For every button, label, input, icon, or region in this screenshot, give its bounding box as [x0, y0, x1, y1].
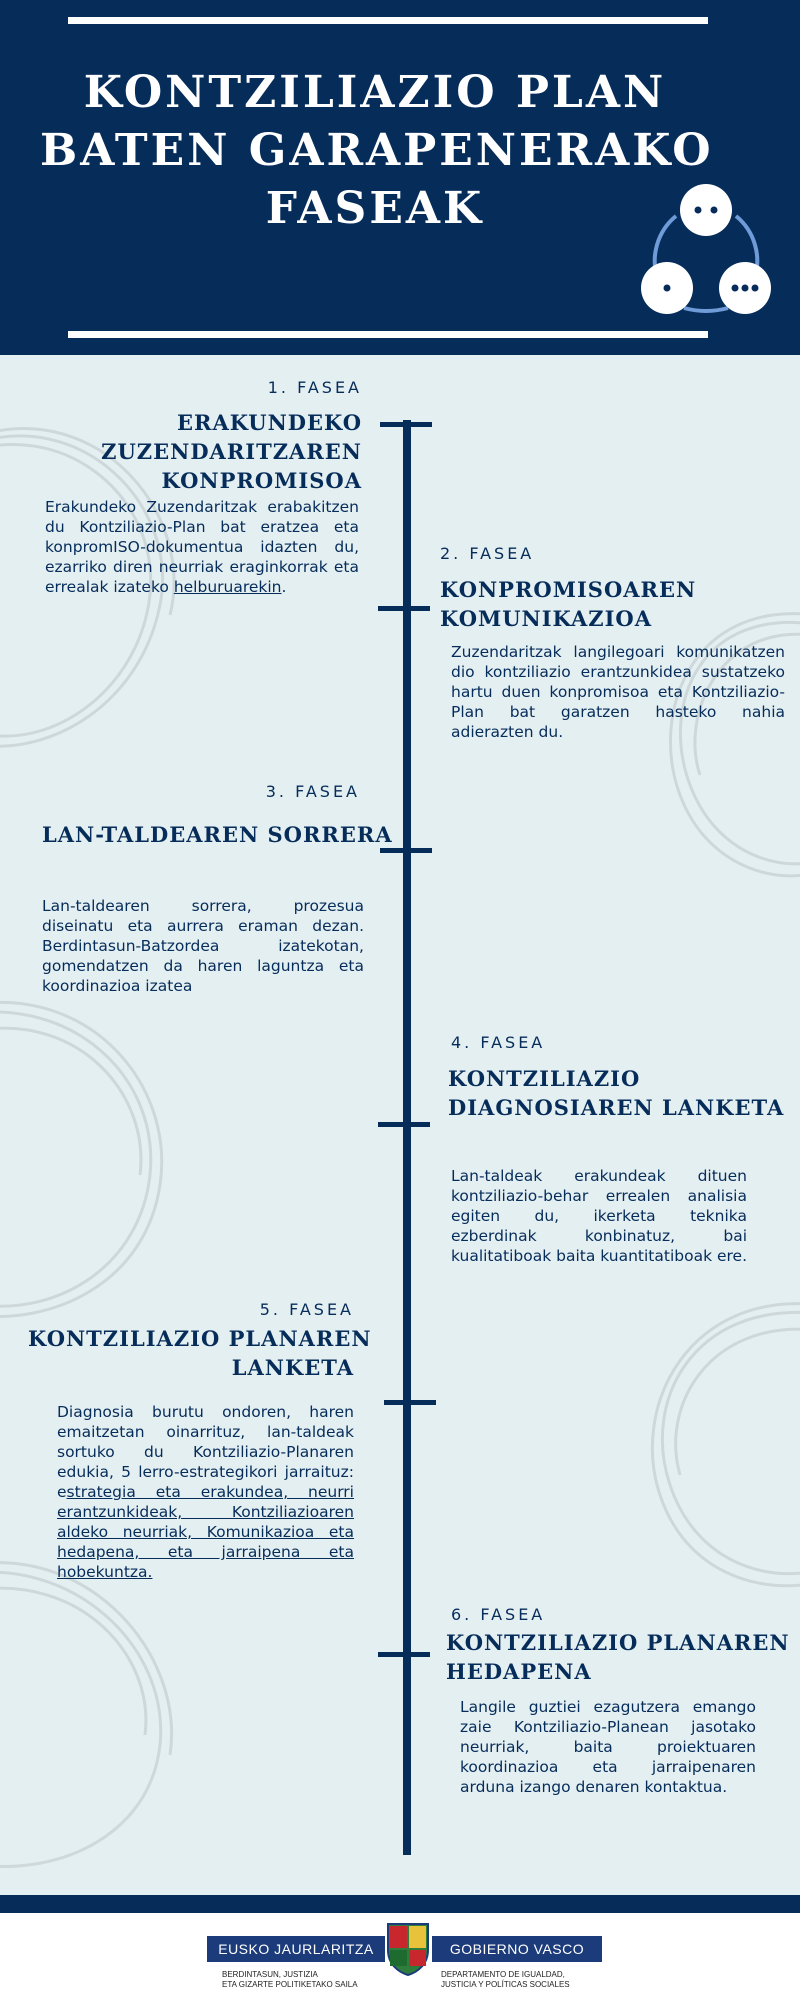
title-line: BATEN GARAPENERAKO	[40, 125, 714, 176]
phase-2-text: Zuzendaritzak langilegoari komunikatzen dio kontziliazio erantzunkidea sustatzeko hartu duen konpromisoa eta Kontziliazio-Plan bat garatzen hasteko nahia adierazten du.	[451, 643, 785, 741]
phase-title-line: LAN-TALDEAREN SORRERA	[42, 822, 393, 847]
phase-1-label: 1. FASEA	[267, 378, 362, 397]
phase-title-line: KONPROMISOAREN	[440, 577, 697, 602]
phase-title-line: ERAKUNDEKO	[177, 410, 362, 435]
people-cycle-icon	[636, 180, 776, 320]
phase-1-title	[60, 408, 362, 495]
phase-3-text: Lan-taldearen sorrera, prozesua diseinatu eta aurrera eraman dezan. Berdintasun-Batzordea izatekotan, gomendatzen da haren laguntza eta koordinazioa izatea	[42, 897, 364, 995]
right-department: DEPARTAMENTO DE IGUALDAD, JUSTICIA Y POLÍTICAS SOCIALES	[441, 1970, 570, 1989]
phase-1-link: helburuarekin	[173, 578, 282, 596]
phase-4-text: Lan-taldeak erakundeak dituen kontziliazio-behar errealen analisia egiten du, ikerketa teknika ezberdinak konbinatuz, bai kualitatiboak baita kuantitatiboak ere.	[451, 1167, 748, 1265]
phase-6-title	[446, 1628, 790, 1686]
timeline-tick	[380, 422, 432, 427]
phase-title-line: DIAGNOSIAREN LANKETA	[448, 1095, 785, 1120]
phase-title-line: LANKETA	[231, 1355, 354, 1380]
timeline-tick	[378, 1122, 430, 1127]
header-bottom-rule	[68, 331, 708, 338]
phase-title-line: ZUZENDARITZAREN	[101, 439, 362, 464]
phase-4-title	[448, 1064, 784, 1122]
phase-3-title	[42, 820, 393, 849]
phase-3-label: 3. FASEA	[265, 782, 360, 801]
phase-2-label: 2. FASEA	[440, 544, 535, 563]
title-line: KONTZILIAZIO PLAN	[83, 67, 667, 118]
left-department: BERDINTASUN, JUSTIZIA ETA GIZARTE POLITIKETAKO SAILA	[222, 1970, 358, 1989]
page-title	[40, 64, 714, 238]
timeline-spine	[403, 420, 411, 1855]
eusko-jaurlaritza-logo: EUSKO JAURLARITZA	[207, 1936, 385, 1962]
title-line: FASEAK	[265, 183, 485, 234]
crest-icon	[382, 1920, 434, 1976]
phase-5-text: Diagnosia burutu ondoren, haren emaitzetan oinarrituz, lan-taldeak sortuko du Kontziliazio-Planaren edukia, 5 lerro-estrategikori jarraituz: estrategia eta erakundea, neurri erantzunkideak, Kontziliazioaren aldeko neurriak, Komunikazioa eta hedapena, eta jarraipena eta hobekuntza.	[57, 1403, 354, 1581]
footer-bar	[0, 1895, 800, 1913]
phase-title-line: KONTZILIAZIO PLANAREN	[446, 1630, 790, 1655]
phase-4-label: 4. FASEA	[451, 1033, 546, 1052]
phase-5-title	[28, 1324, 372, 1382]
header-top-rule	[68, 17, 708, 24]
phase-title-line: KONPROMISOA	[161, 468, 362, 493]
header-banner	[0, 0, 800, 355]
timeline-tick	[384, 1400, 436, 1405]
phase-6-text: Langile guztiei ezagutzera emango zaie Kontziliazio-Planean jasotako neurriak, baita proiektuaren koordinazioa eta jarraipenaren arduna izango denaren kontaktua.	[460, 1698, 756, 1796]
phase-6-label: 6. FASEA	[451, 1605, 546, 1624]
phase-1-text: Erakundeko Zuzendaritzak erabakitzen du Kontziliazio-Plan bat eratzea eta konpromISO-dokumentua idazten du, ezarriko diren neurriak eraginkorrak eta errealak izateko helburuarekin.	[45, 498, 359, 596]
timeline-tick	[378, 1652, 430, 1657]
phase-5-label: 5. FASEA	[259, 1300, 354, 1319]
phase-title-line: KONTZILIAZIO PLANAREN	[28, 1326, 372, 1351]
phase-title-line: KOMUNIKAZIOA	[440, 606, 652, 631]
phase-2-title	[440, 575, 696, 633]
phase-title-line: HEDAPENA	[446, 1659, 592, 1684]
phase-title-line: KONTZILIAZIO	[448, 1066, 641, 1091]
phase-5-link: strategia eta erakundea, neurri erantzunkideak, Kontziliazioaren aldeko neurriak, Komunikazioa eta hedapena, eta jarraipena eta hobekuntza.	[57, 1483, 354, 1581]
timeline-tick	[378, 606, 430, 611]
gobierno-vasco-logo: GOBIERNO VASCO	[432, 1936, 602, 1962]
